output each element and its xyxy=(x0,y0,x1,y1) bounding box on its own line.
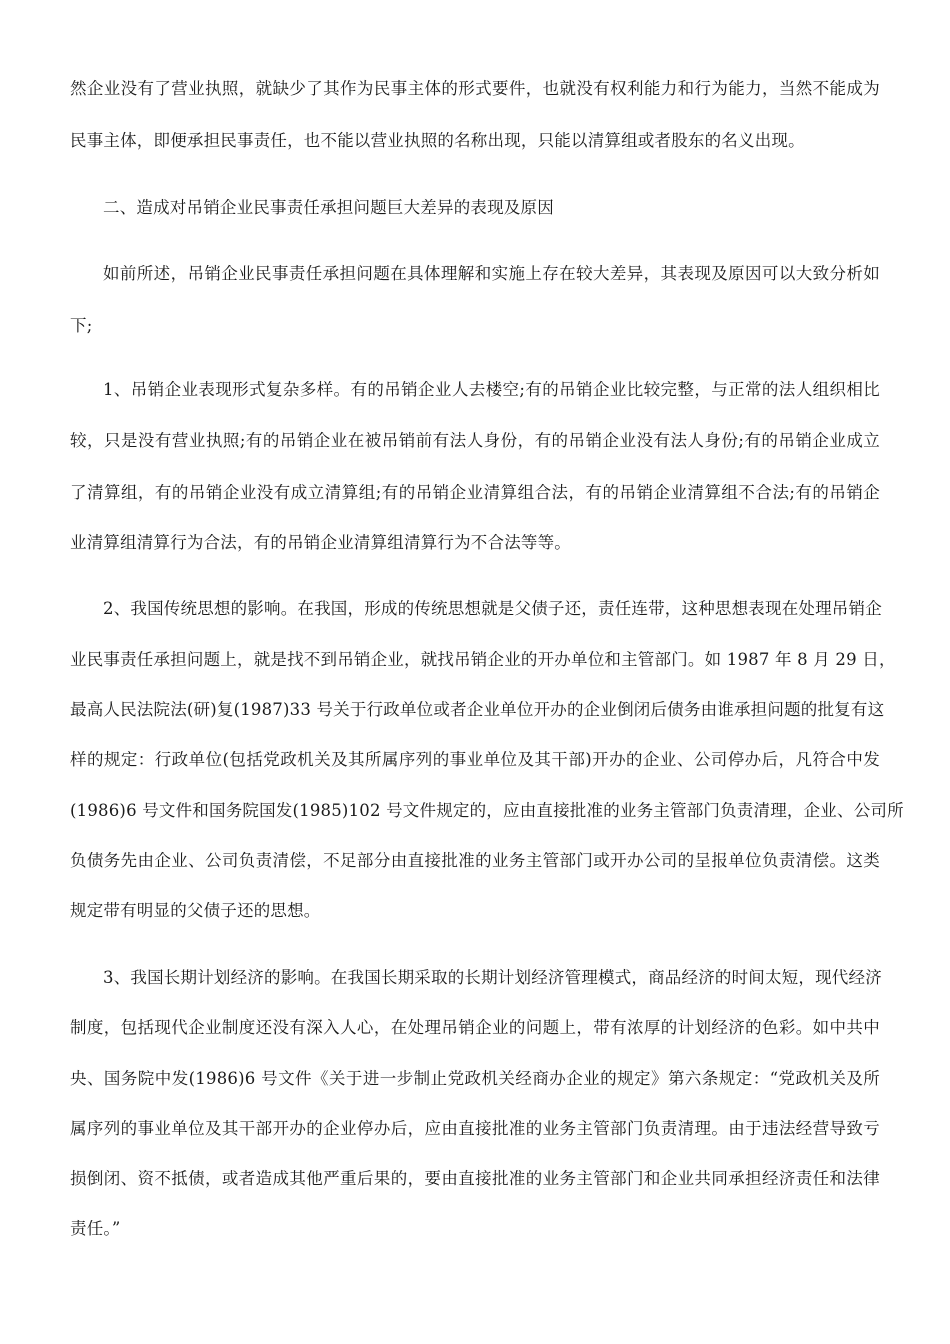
paragraph-line: 规定带有明显的父债子还的思想。 xyxy=(70,901,321,920)
paragraph-line: 负债务先由企业、公司负责清偿，不足部分由直接批准的业务主管部门或开办公司的呈报单位负责清偿。这类 xyxy=(70,851,880,870)
paragraph-line: 较，只是没有营业执照;有的吊销企业在被吊销前有法人身份，有的吊销企业没有法人身份;有的吊销企业成立 xyxy=(70,431,880,450)
paragraph-line: 样的规定：行政单位(包括党政机关及其所属序列的事业单位及其干部)开办的企业、公司停办后，凡符合中发 xyxy=(70,750,880,769)
paragraph-line: 下; xyxy=(70,316,93,335)
paragraph-line: 1、吊销企业表现形式复杂多样。有的吊销企业人去楼空;有的吊销企业比较完整，与正常的法人组织相比 xyxy=(103,380,880,399)
paragraph-line: 业民事责任承担问题上，就是找不到吊销企业，就找吊销企业的开办单位和主管部门。如 1987 年 8 月 29 日， xyxy=(70,650,896,669)
paragraph-line: 如前所述，吊销企业民事责任承担问题在具体理解和实施上存在较大差异，其表现及原因可以大致分析如 xyxy=(103,264,880,283)
paragraph-line: 了清算组，有的吊销企业没有成立清算组;有的吊销企业清算组合法，有的吊销企业清算组不合法;有的吊销企 xyxy=(70,483,880,502)
paragraph-line: 2、我国传统思想的影响。在我国，形成的传统思想就是父债子还，责任连带，这种思想表现在处理吊销企 xyxy=(103,599,882,618)
section-heading: 二、造成对吊销企业民事责任承担问题巨大差异的表现及原因 xyxy=(103,198,554,217)
paragraph-line: 属序列的事业单位及其干部开办的企业停办后，应由直接批准的业务主管部门负责清理。由于违法经营导致亏 xyxy=(70,1119,880,1138)
paragraph-line: 民事主体，即便承担民事责任，也不能以营业执照的名称出现，只能以清算组或者股东的名义出现。 xyxy=(70,131,805,150)
paragraph-line: (1986)6 号文件和国务院国发(1985)102 号文件规定的，应由直接批准的业务主管部门负责清理，企业、公司所 xyxy=(70,801,904,820)
paragraph-line: 责任。” xyxy=(70,1219,121,1238)
paragraph-line: 然企业没有了营业执照，就缺少了其作为民事主体的形式要件，也就没有权利能力和行为能力，当然不能成为 xyxy=(70,79,880,98)
paragraph-line: 3、我国长期计划经济的影响。在我国长期采取的长期计划经济管理模式，商品经济的时间太短，现代经济 xyxy=(103,968,882,987)
paragraph-line: 损倒闭、资不抵债，或者造成其他严重后果的，要由直接批准的业务主管部门和企业共同承担经济责任和法律 xyxy=(70,1169,880,1188)
paragraph-line: 制度，包括现代企业制度还没有深入人心，在处理吊销企业的问题上，带有浓厚的计划经济的色彩。如中共中 xyxy=(70,1018,880,1037)
paragraph-line: 业清算组清算行为合法，有的吊销企业清算组清算行为不合法等等。 xyxy=(70,533,571,552)
paragraph-line: 央、国务院中发(1986)6 号文件《关于进一步制止党政机关经商办企业的规定》第六条规定：“党政机关及所 xyxy=(70,1069,880,1088)
paragraph-line: 最高人民法院法(研)复(1987)33 号关于行政单位或者企业单位开办的企业倒闭后债务由谁承担问题的批复有这 xyxy=(70,700,885,719)
